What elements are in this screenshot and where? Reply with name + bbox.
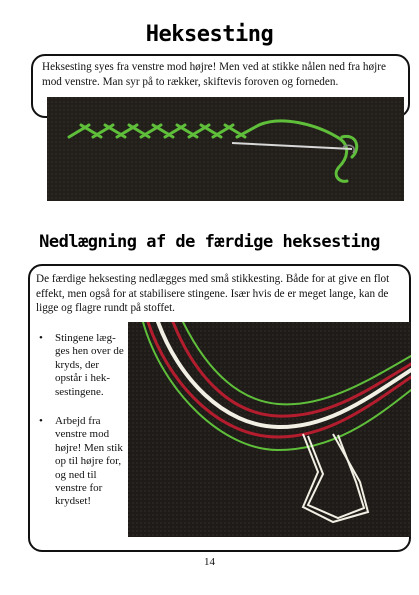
list-item: • Arbejd fra venstre mod højre! Men stik op til højre for, og ned til venstre for krydset! (37, 415, 127, 509)
intro-text: Heksesting syes fra venstre mod højre! Men ved at stikke nålen ned fra højre mod venstre. Man syr på to rækker, skiftevis foroven og forneden. (42, 61, 386, 88)
herringbone-stitch-photo (47, 97, 404, 201)
page-number: 14 (204, 556, 215, 568)
list-item: • Stingene læg-ges hen over de kryds, der opstår i hek-sestingene. (37, 332, 127, 399)
couched-stitch-photo (128, 322, 411, 537)
section-title-heksesting: Heksesting (145, 22, 274, 47)
nedlaegning-text: De færdige heksesting nedlægges med små stikkesting. Både for at give en flot effekt, men også for at stabilisere stingene. Især hvis de er meget lange, kan de ligge og flagre rundt på stoffet. (36, 273, 390, 314)
section-title-nedlaegning: Nedlægning af de færdige heksesting (39, 232, 380, 252)
instruction-list (37, 332, 127, 525)
